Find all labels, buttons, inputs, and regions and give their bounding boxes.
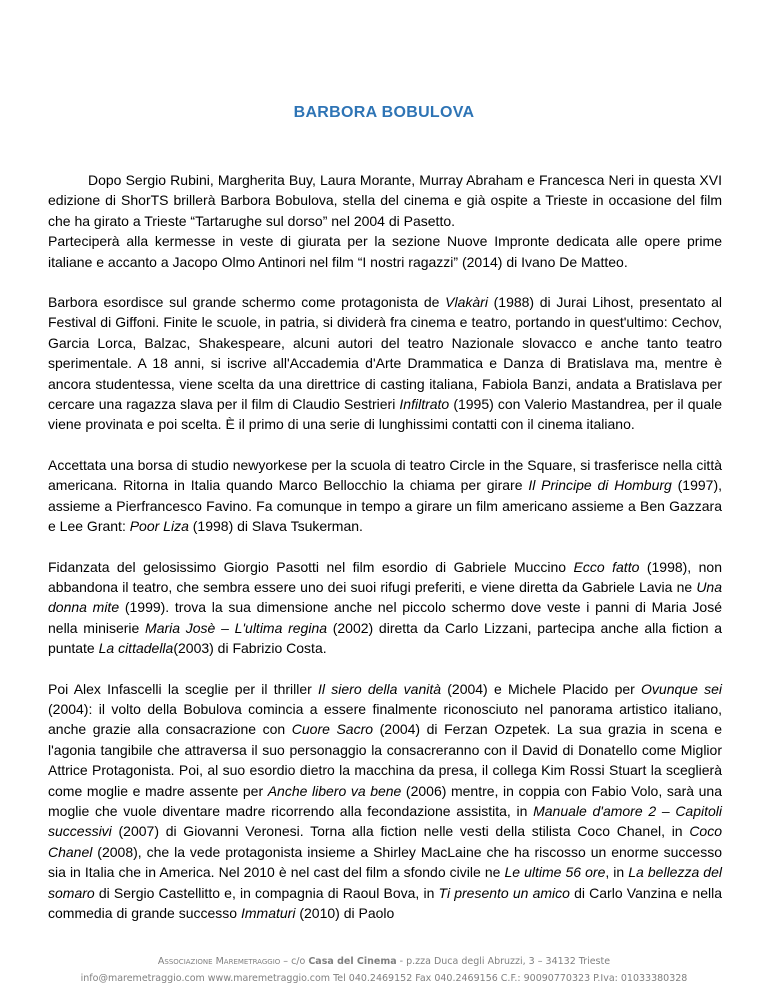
text-run: Fidanzata del gelosissimo Giorgio Pasotti nel film esordio di Gabriele Muccino <box>48 558 574 575</box>
title-italic: Il Principe di Homburg <box>528 477 672 494</box>
text-run: (2004) e Michele Placido per <box>441 680 642 697</box>
footer-address-line <box>0 953 768 970</box>
title-italic: Una donna mite <box>48 578 722 616</box>
footer-venue: Casa del Cinema <box>308 956 397 967</box>
paragraph-intro-continued: Parteciperà alla kermesse in veste di giurata per la sezione Nuove Impronte dedicata alle opere prime italiane e accanto a Jacopo Olmo Antinori nel film “I nostri ragazzi” (2014) di Ivano De Matteo. <box>48 233 722 270</box>
document-title: BARBORA BOBULOVA <box>293 104 475 121</box>
title-italic: Ti presento un amico <box>438 884 570 901</box>
text-run: Poi Alex Infascelli la sceglie per il thriller <box>48 680 319 697</box>
text-run: , in <box>605 864 629 881</box>
text-run: Accettata una borsa di studio newyorkese per la scuola di teatro Circle in the Square, si trasferisce nella città americana. Ritorna in Italia quando Marco Bellocchio la chiama per girare <box>48 456 722 494</box>
title-italic: Maria Josè – L'ultima regina <box>145 619 328 636</box>
page-footer <box>0 953 768 987</box>
text-run: di Carlo Vanzina e nella commedia di grande successo <box>48 884 723 921</box>
text-run: Barbora esordisce sul grande schermo come protagonista de <box>48 294 446 311</box>
text-run: (1995) con Valerio Mastandrea, per il quale viene provinata e poi scelta. È il primo di una serie di lunghissimi contatti con il cinema italiano. <box>48 396 723 433</box>
title-italic: Immaturi <box>241 905 296 921</box>
text-run: (1997), assieme a Pierfrancesco Favino. Fa comunque in tempo a girare un film americano assieme a Ben Gazzara e Lee Grant: <box>48 477 723 535</box>
title-italic: Ovunque sei <box>641 680 722 697</box>
text-run: (2007) di Giovanni Veronesi. Torna alla fiction nelle vesti della stilista Coco Chanel, in <box>111 823 690 840</box>
footer-address: - p.zza Duca degli Abruzzi, 3 – 34132 Trieste <box>396 956 611 967</box>
title-italic: Manuale d'amore 2 – Capitoli successivi <box>48 802 723 840</box>
title-italic: Cuore Sacro <box>291 721 374 738</box>
text-run: (2006) mentre, in coppia con Fabio Volo, sarà una moglie che vuole diventare madre ricorrendo alla fecondazione assistita, in <box>48 782 722 819</box>
title-italic: Le ultime 56 ore <box>504 864 606 881</box>
text-run: (2002) diretta da Carlo Lizzani, partecipa anche alla fiction a puntate <box>48 619 722 657</box>
title-italic: Ecco fatto <box>573 558 640 575</box>
paragraph-newyork <box>48 455 722 537</box>
title-italic: Il siero della vanità <box>318 680 442 697</box>
document-body <box>48 170 722 943</box>
paragraph-recognition <box>48 679 722 924</box>
text-run: (1998) di Slava Tsukerman. <box>188 518 363 535</box>
footer-organization: Associazione Maremetraggio <box>157 956 281 967</box>
text-run: (1998), non abbandona il teatro, che sembra essere uno dei suoi rifugi preferiti, e viene diretta da Gabriele Lavia ne <box>48 558 722 595</box>
footer-contacts-line: info@maremetraggio.com www.maremetraggio.com Tel 040.2469152 Fax 040.2469156 C.F.: 90090770323 P.Iva: 01033380328 <box>80 973 688 984</box>
title-italic: La bellezza del somaro <box>48 864 722 901</box>
paragraph-debut <box>48 292 722 435</box>
title-italic: Infiltrato <box>399 396 450 413</box>
title-italic: Poor Liza <box>129 518 189 535</box>
title-italic: Vlakàri <box>445 294 488 311</box>
title-italic: La cittadella <box>98 640 174 657</box>
text-run: (2008), che la vede protagonista insieme a Shirley MacLaine che ha riscosso un enorme successo sia in Italia che in America. Nel 2010 è nel cast del film a sfondo civile ne <box>48 843 722 881</box>
text-run: (2004) di Ferzan Ozpetek. La sua grazia in scena e l'agonia tangibile che attraversa il suo personaggio la consacreranno con il David di Donatello come Miglior Attrice Protagonista. Poi, al suo esordio dietro la macchina da presa, il collega Kim Rossi Stuart la sceglierà come moglie e madre assente per <box>48 721 723 799</box>
text-run: (1988) di Jurai Lihost, presentato al Festival di Giffoni. Finite le scuole, in patria, si dividerà fra cinema e teatro, portando in quest'ultimo: Cechov, Garcia Lorca, Balzac, Shakespeare, alcuni autori del teatro Nazionale slovacco e anche tanto teatro sperimentale. A 18 anni, si iscrive all'Accademia d'Arte Drammatica e Danza di Bratislava ma, mentre è ancora studentessa, viene scelta da una direttrice di casting italiana, Fabiola Banzi, andata a Bratislava per cercare una ragazza slava per il film di Claudio Sestrieri <box>48 294 723 413</box>
title-italic: Coco Chanel <box>48 823 722 860</box>
text-run: di Sergio Castellitto e, in compagnia di Raoul Bova, in <box>94 884 439 901</box>
paragraph-intro: Dopo Sergio Rubini, Margherita Buy, Laura Morante, Murray Abraham e Francesca Neri in questa XVI edizione di ShorTS brillerà Barbora Bobulova, stella del cinema e già ospite a Trieste in occasione del film che ha girato a Trieste “Tartarughe sul dorso” nel 2004 di Pasetto. <box>48 172 722 229</box>
text-run: (1999). trova la sua dimensione anche nel piccolo schermo dove veste i panni di Maria José nella miniserie <box>48 599 722 636</box>
paragraph-career <box>48 557 722 659</box>
title-italic: Anche libero va bene <box>267 782 402 799</box>
text-run: (2003) di Fabrizio Costa. <box>173 640 327 657</box>
text-run: (2004): il volto della Bobulova comincia a essere finalmente riconosciuto nel panorama artistico italiano, anche grazie alla consacrazione con <box>48 700 722 738</box>
text-run: (2010) di Paolo <box>295 905 395 921</box>
footer-separator: – c/o <box>280 956 309 967</box>
